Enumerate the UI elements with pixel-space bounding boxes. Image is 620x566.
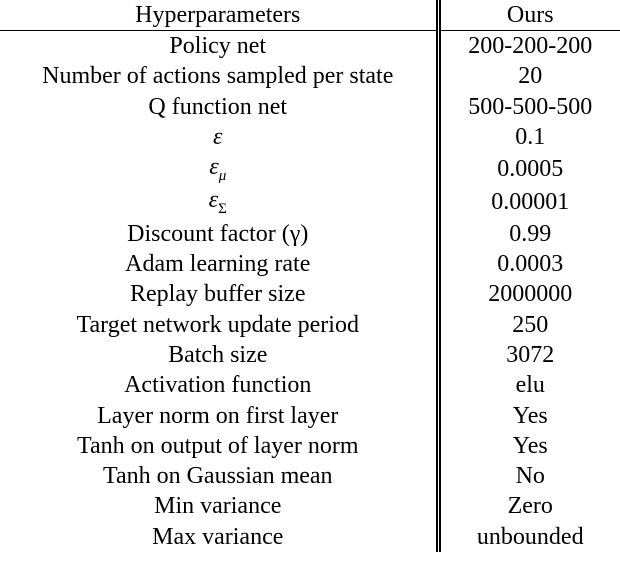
table-row <box>0 491 620 521</box>
header-hyperparameters: Hyperparameters <box>0 0 438 31</box>
table-row <box>0 431 620 461</box>
param-cell: Tanh on output of layer norm <box>0 431 438 461</box>
value-cell: 3072 <box>506 341 555 368</box>
table-row <box>0 152 620 185</box>
sigma-subscript: Σ <box>218 201 227 218</box>
table-row <box>0 219 620 249</box>
param-cell: Max variance <box>0 522 438 552</box>
epsilon-symbol: ε <box>208 187 219 214</box>
value-cell: 0.99 <box>509 220 552 247</box>
value-cell: unbounded <box>476 523 584 550</box>
value-cell: Yes <box>512 402 548 429</box>
table-row <box>0 279 620 309</box>
table-row <box>0 122 620 152</box>
table-row <box>0 61 620 91</box>
value-cell: 0.1 <box>515 123 546 150</box>
header-row <box>0 0 620 31</box>
table-row <box>0 461 620 491</box>
table-row <box>0 522 620 552</box>
param-cell: Discount factor (γ) <box>0 219 438 249</box>
param-cell: Activation function <box>0 370 438 400</box>
param-cell: Layer norm on first layer <box>0 401 438 431</box>
value-cell: 200-200-200 <box>468 33 593 59</box>
param-cell: Min variance <box>0 491 438 521</box>
header-ours: Ours <box>438 0 620 31</box>
param-cell: Number of actions sampled per state <box>0 61 438 91</box>
param-cell <box>0 122 438 152</box>
table-row <box>0 185 620 218</box>
param-cell: Target network update period <box>0 310 438 340</box>
param-cell <box>0 152 438 185</box>
table-row <box>0 249 620 279</box>
table-row <box>0 31 620 62</box>
value-cell: elu <box>515 372 545 399</box>
param-cell: Tanh on Gaussian mean <box>0 461 438 491</box>
table-row <box>0 370 620 400</box>
value-cell: 0.00001 <box>491 188 570 215</box>
param-cell <box>0 185 438 218</box>
value-cell: Yes <box>512 432 548 459</box>
value-cell: 20 <box>518 63 543 90</box>
table-row <box>0 92 620 122</box>
value-cell: Zero <box>507 493 553 520</box>
param-cell: Batch size <box>0 340 438 370</box>
epsilon-symbol: ε <box>209 154 219 181</box>
value-cell: No <box>515 463 545 490</box>
mu-subscript: μ <box>218 168 227 185</box>
epsilon-symbol: ε <box>213 123 223 150</box>
value-cell: 0.0005 <box>497 155 564 182</box>
param-cell: Adam learning rate <box>0 249 438 279</box>
param-cell: Policy net <box>0 31 438 62</box>
table-row <box>0 401 620 431</box>
table-row <box>0 310 620 340</box>
value-cell: 250 <box>512 311 549 338</box>
value-cell: 500-500-500 <box>468 93 593 120</box>
table-row <box>0 340 620 370</box>
param-cell: Replay buffer size <box>0 279 438 309</box>
value-cell: 2000000 <box>488 281 573 308</box>
param-cell: Q function net <box>0 92 438 122</box>
value-cell: 0.0003 <box>497 251 564 278</box>
